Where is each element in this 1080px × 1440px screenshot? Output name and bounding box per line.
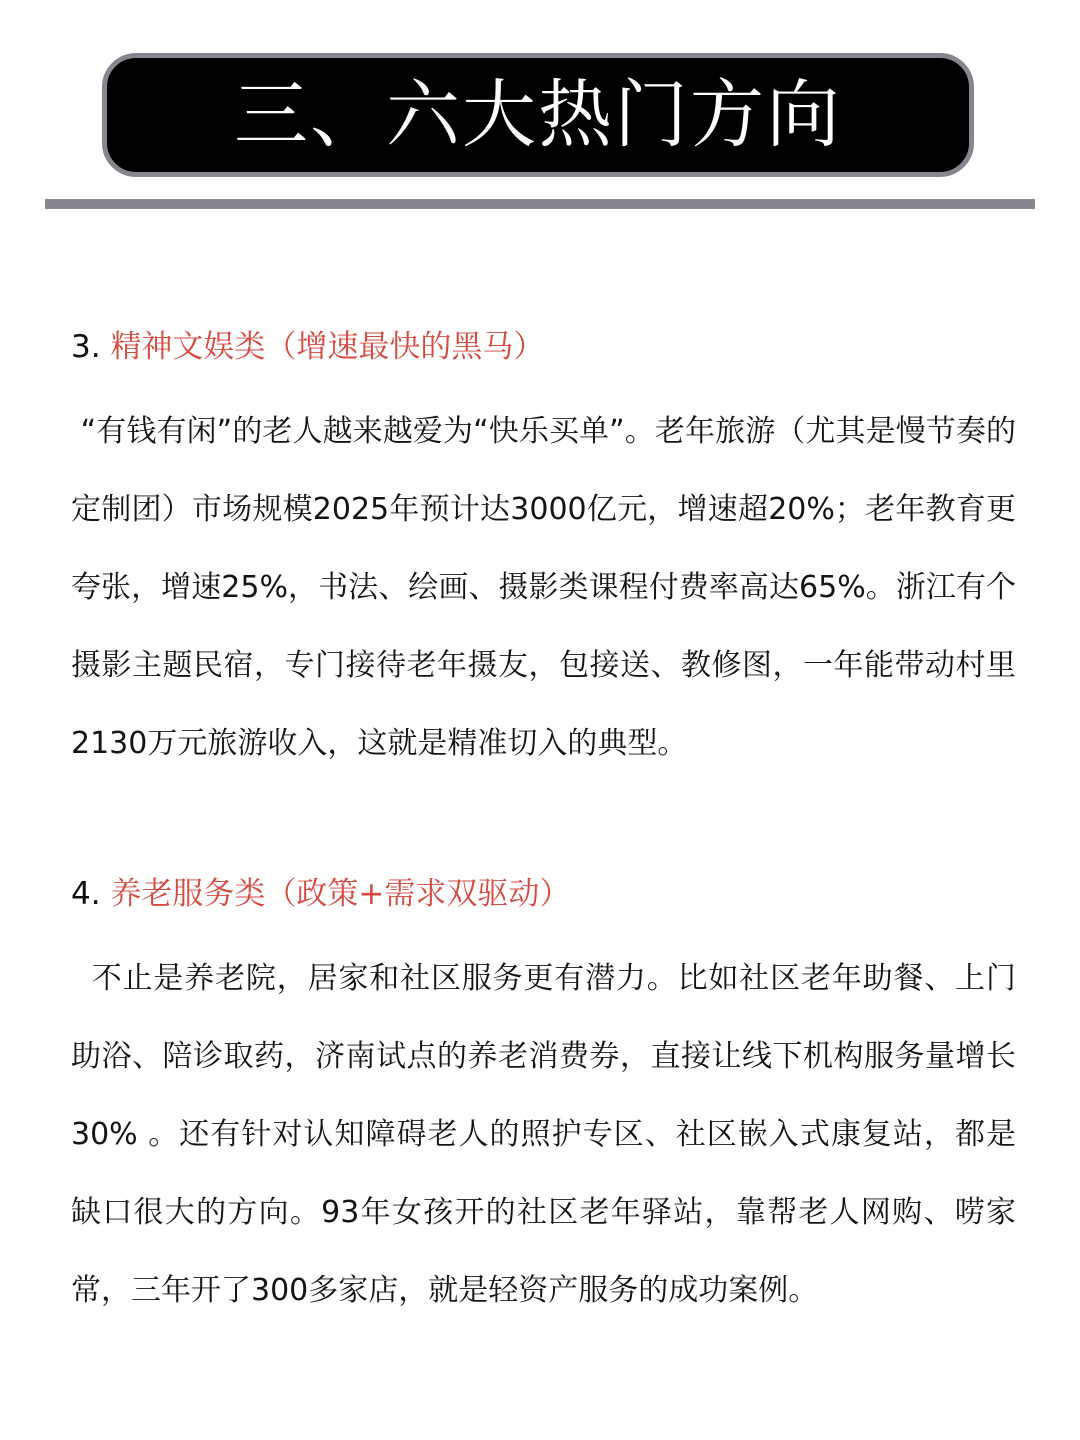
section-number: 3.: [71, 329, 101, 365]
section-spiritual-entertainment: [71, 325, 1016, 783]
title-banner: [102, 53, 974, 177]
section-label: 养老服务类（政策+需求双驱动）: [110, 876, 571, 912]
section-label: 精神文娱类（增速最快的黑马）: [110, 329, 545, 365]
section-elderly-care-services: [71, 872, 1016, 1330]
section-heading: [71, 872, 1016, 916]
divider: [45, 199, 1035, 209]
section-heading: [71, 325, 1016, 369]
section-body: “有钱有闲”的老人越来越爱为“快乐买单”。老年旅游（尤其是慢节奏的定制团）市场规模2025年预计达3000亿元，增速超20%；老年教育更夸张，增速25%，书法、绘画、摄影类课程付费率高达65%。浙江有个摄影主题民宿，专门接待老年摄友，包接送、教修图，一年能带动村里2130万元旅游收入，这就是精准切入的典型。: [71, 414, 1016, 761]
section-body: 不止是养老院，居家和社区服务更有潜力。比如社区老年助餐、上门助浴、陪诊取药，济南试点的养老消费券，直接让线下机构服务量增长30% 。还有针对认知障碍老人的照护专区、社区嵌入式康复站，都是缺口很大的方向。93年女孩开的社区老年驿站，靠帮老人网购、唠家常，三年开了300多家店，就是轻资产服务的成功案例。: [71, 961, 1016, 1308]
page-title: 三、六大热门方向: [234, 72, 842, 158]
section-number: 4.: [71, 876, 101, 912]
